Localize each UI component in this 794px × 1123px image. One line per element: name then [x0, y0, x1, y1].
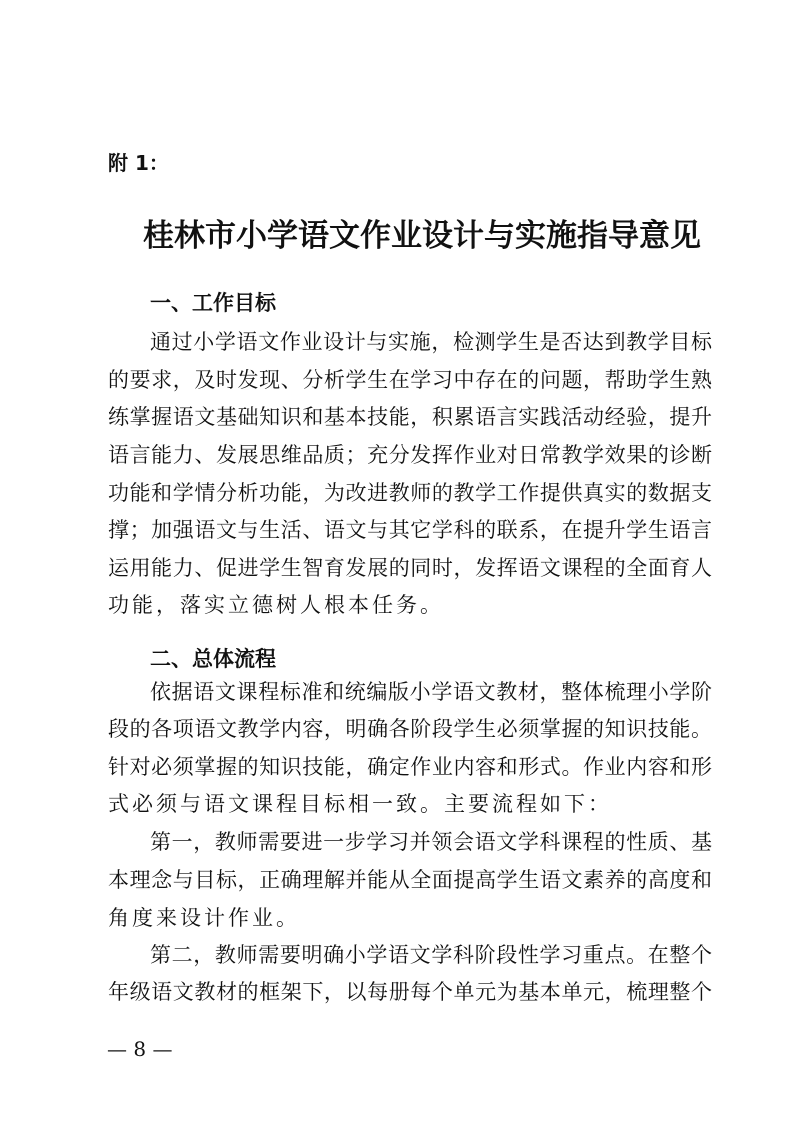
paragraph-line: 本理念与目标，正确理解并能从全面提高学生语文素养的高度和	[108, 868, 712, 892]
paragraph-line: 撑；加强语文与生活、语文与其它学科的联系，在提升学生语言	[108, 518, 712, 542]
paragraph-line: 功能和学情分析功能，为改进教师的教学工作提供真实的数据支	[108, 481, 712, 505]
paragraph-line: 年级语文教材的框架下，以每册每个单元为基本单元，梳理整个	[108, 980, 712, 1004]
paragraph-line: 功能，落实立德树人根本任务。	[108, 593, 444, 617]
paragraph-line: 通过小学语文作业设计与实施，检测学生是否达到教学目标	[150, 330, 712, 354]
paragraph-line: 的要求，及时发现、分析学生在学习中存在的问题，帮助学生熟	[108, 368, 712, 392]
section-heading-goals: 一、工作目标	[150, 291, 276, 315]
page-number: — 8 —	[107, 1037, 173, 1061]
paragraph-line: 语言能力、发展思维品质；充分发挥作业对日常教学效果的诊断	[108, 443, 712, 467]
paragraph-line: 段的各项语文教学内容，明确各阶段学生必须掌握的知识技能。	[108, 717, 712, 741]
paragraph-line: 练掌握语文基础知识和基本技能，积累语言实践活动经验，提升	[108, 405, 712, 429]
paragraph-line: 运用能力、促进学生智育发展的同时，发挥语文课程的全面育人	[108, 556, 712, 580]
section-heading-process: 二、总体流程	[150, 647, 276, 671]
paragraph-line: 依据语文课程标准和统编版小学语文教材，整体梳理小学阶	[150, 680, 712, 704]
paragraph-line: 第一，教师需要进一步学习并领会语文学科课程的性质、基	[150, 830, 712, 854]
paragraph-line: 第二，教师需要明确小学语文学科阶段性学习重点。在整个	[150, 943, 712, 967]
paragraph-line: 式必须与语文课程目标相一致。主要流程如下：	[108, 792, 612, 816]
paragraph-line: 针对必须掌握的知识技能，确定作业内容和形式。作业内容和形	[108, 755, 712, 779]
document-title: 桂林市小学语文作业设计与实施指导意见	[143, 218, 701, 254]
annex-label: 附 1：	[108, 151, 169, 175]
paragraph-line: 角度来设计作业。	[108, 906, 300, 930]
